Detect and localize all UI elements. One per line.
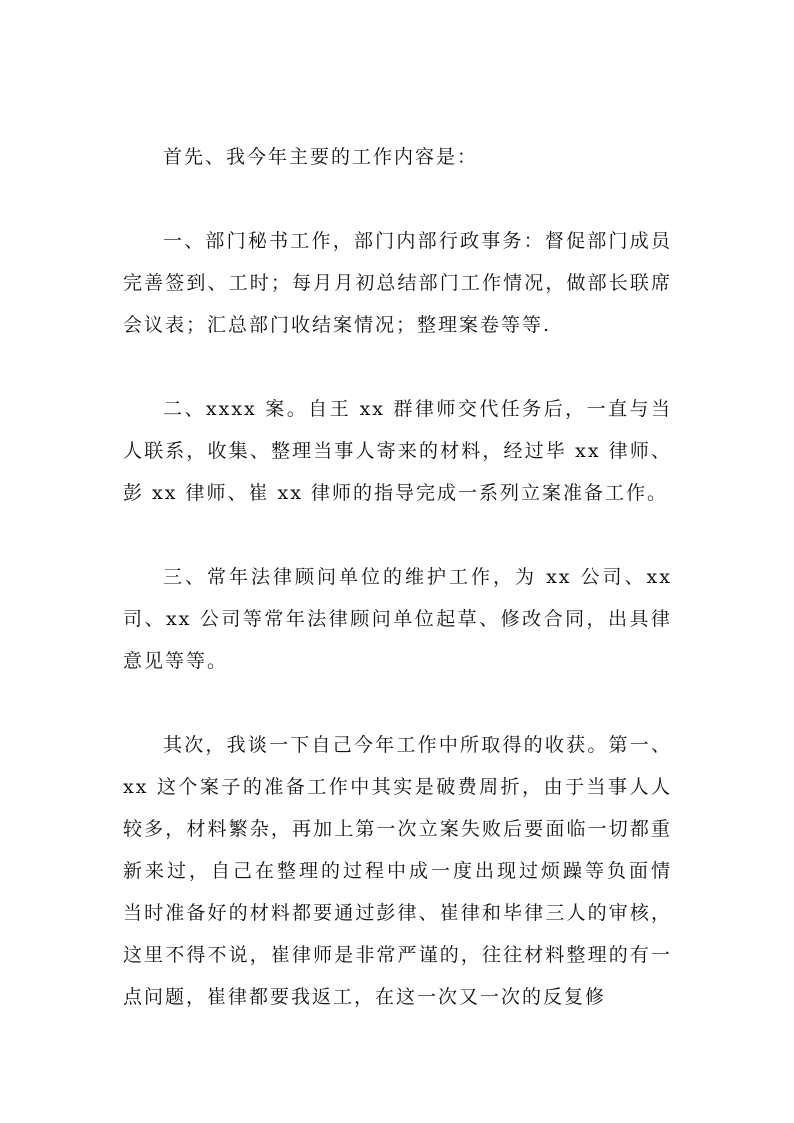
paragraph-intro [123,136,672,178]
document-line: 二、xxxx 案。自王 xx 群律师交代任务后，一直与当 [163,398,672,420]
document-line: 人联系，收集、整理当事人寄来的材料，经过毕 xx 律师、 [123,440,672,462]
document-line: 这里不得不说，崔律师是非常严谨的，往往材料整理的有一 [123,944,672,966]
document-line: 三、常年法律顾问单位的维护工作，为 xx 公司、xx [163,566,672,588]
document-line: 会议表；汇总部门收结案情况；整理案卷等等. [123,314,552,336]
document-line: 意见等等。 [123,650,229,672]
document-line: 当时准备好的材料都要通过彭律、崔律和毕律三人的审核， [123,902,672,924]
document-line: 司、xx 公司等常年法律顾问单位起草、修改合同，出具律 [123,608,672,630]
paragraph-gains [123,724,672,1018]
document-line: 其次，我谈一下自己今年工作中所取得的收获。第一、 [163,734,672,756]
document-body [123,136,672,1060]
document-line: 点问题，崔律都要我返工，在这一次又一次的反复修 [123,986,607,1008]
document-line: 首先、我今年主要的工作内容是： [163,146,479,168]
document-line: 一、部门秘书工作，部门内部行政事务：督促部门成员 [163,230,672,252]
document-line: 完善签到、工时；每月月初总结部门工作情况，做部长联席 [123,272,672,294]
document-line: 新来过，自己在整理的过程中成一度出现过烦躁等负面情 [123,860,672,882]
document-line: 较多，材料繁杂，再加上第一次立案失败后要面临一切都重 [123,818,672,840]
document-line: xx 这个案子的准备工作中其实是破费周折，由于当事人人 [123,776,672,798]
paragraph-item-two [123,388,672,514]
document-line: 彭 xx 律师、崔 xx 律师的指导完成一系列立案准备工作。 [123,482,669,504]
paragraph-item-one [123,220,672,346]
paragraph-item-three [123,556,672,682]
